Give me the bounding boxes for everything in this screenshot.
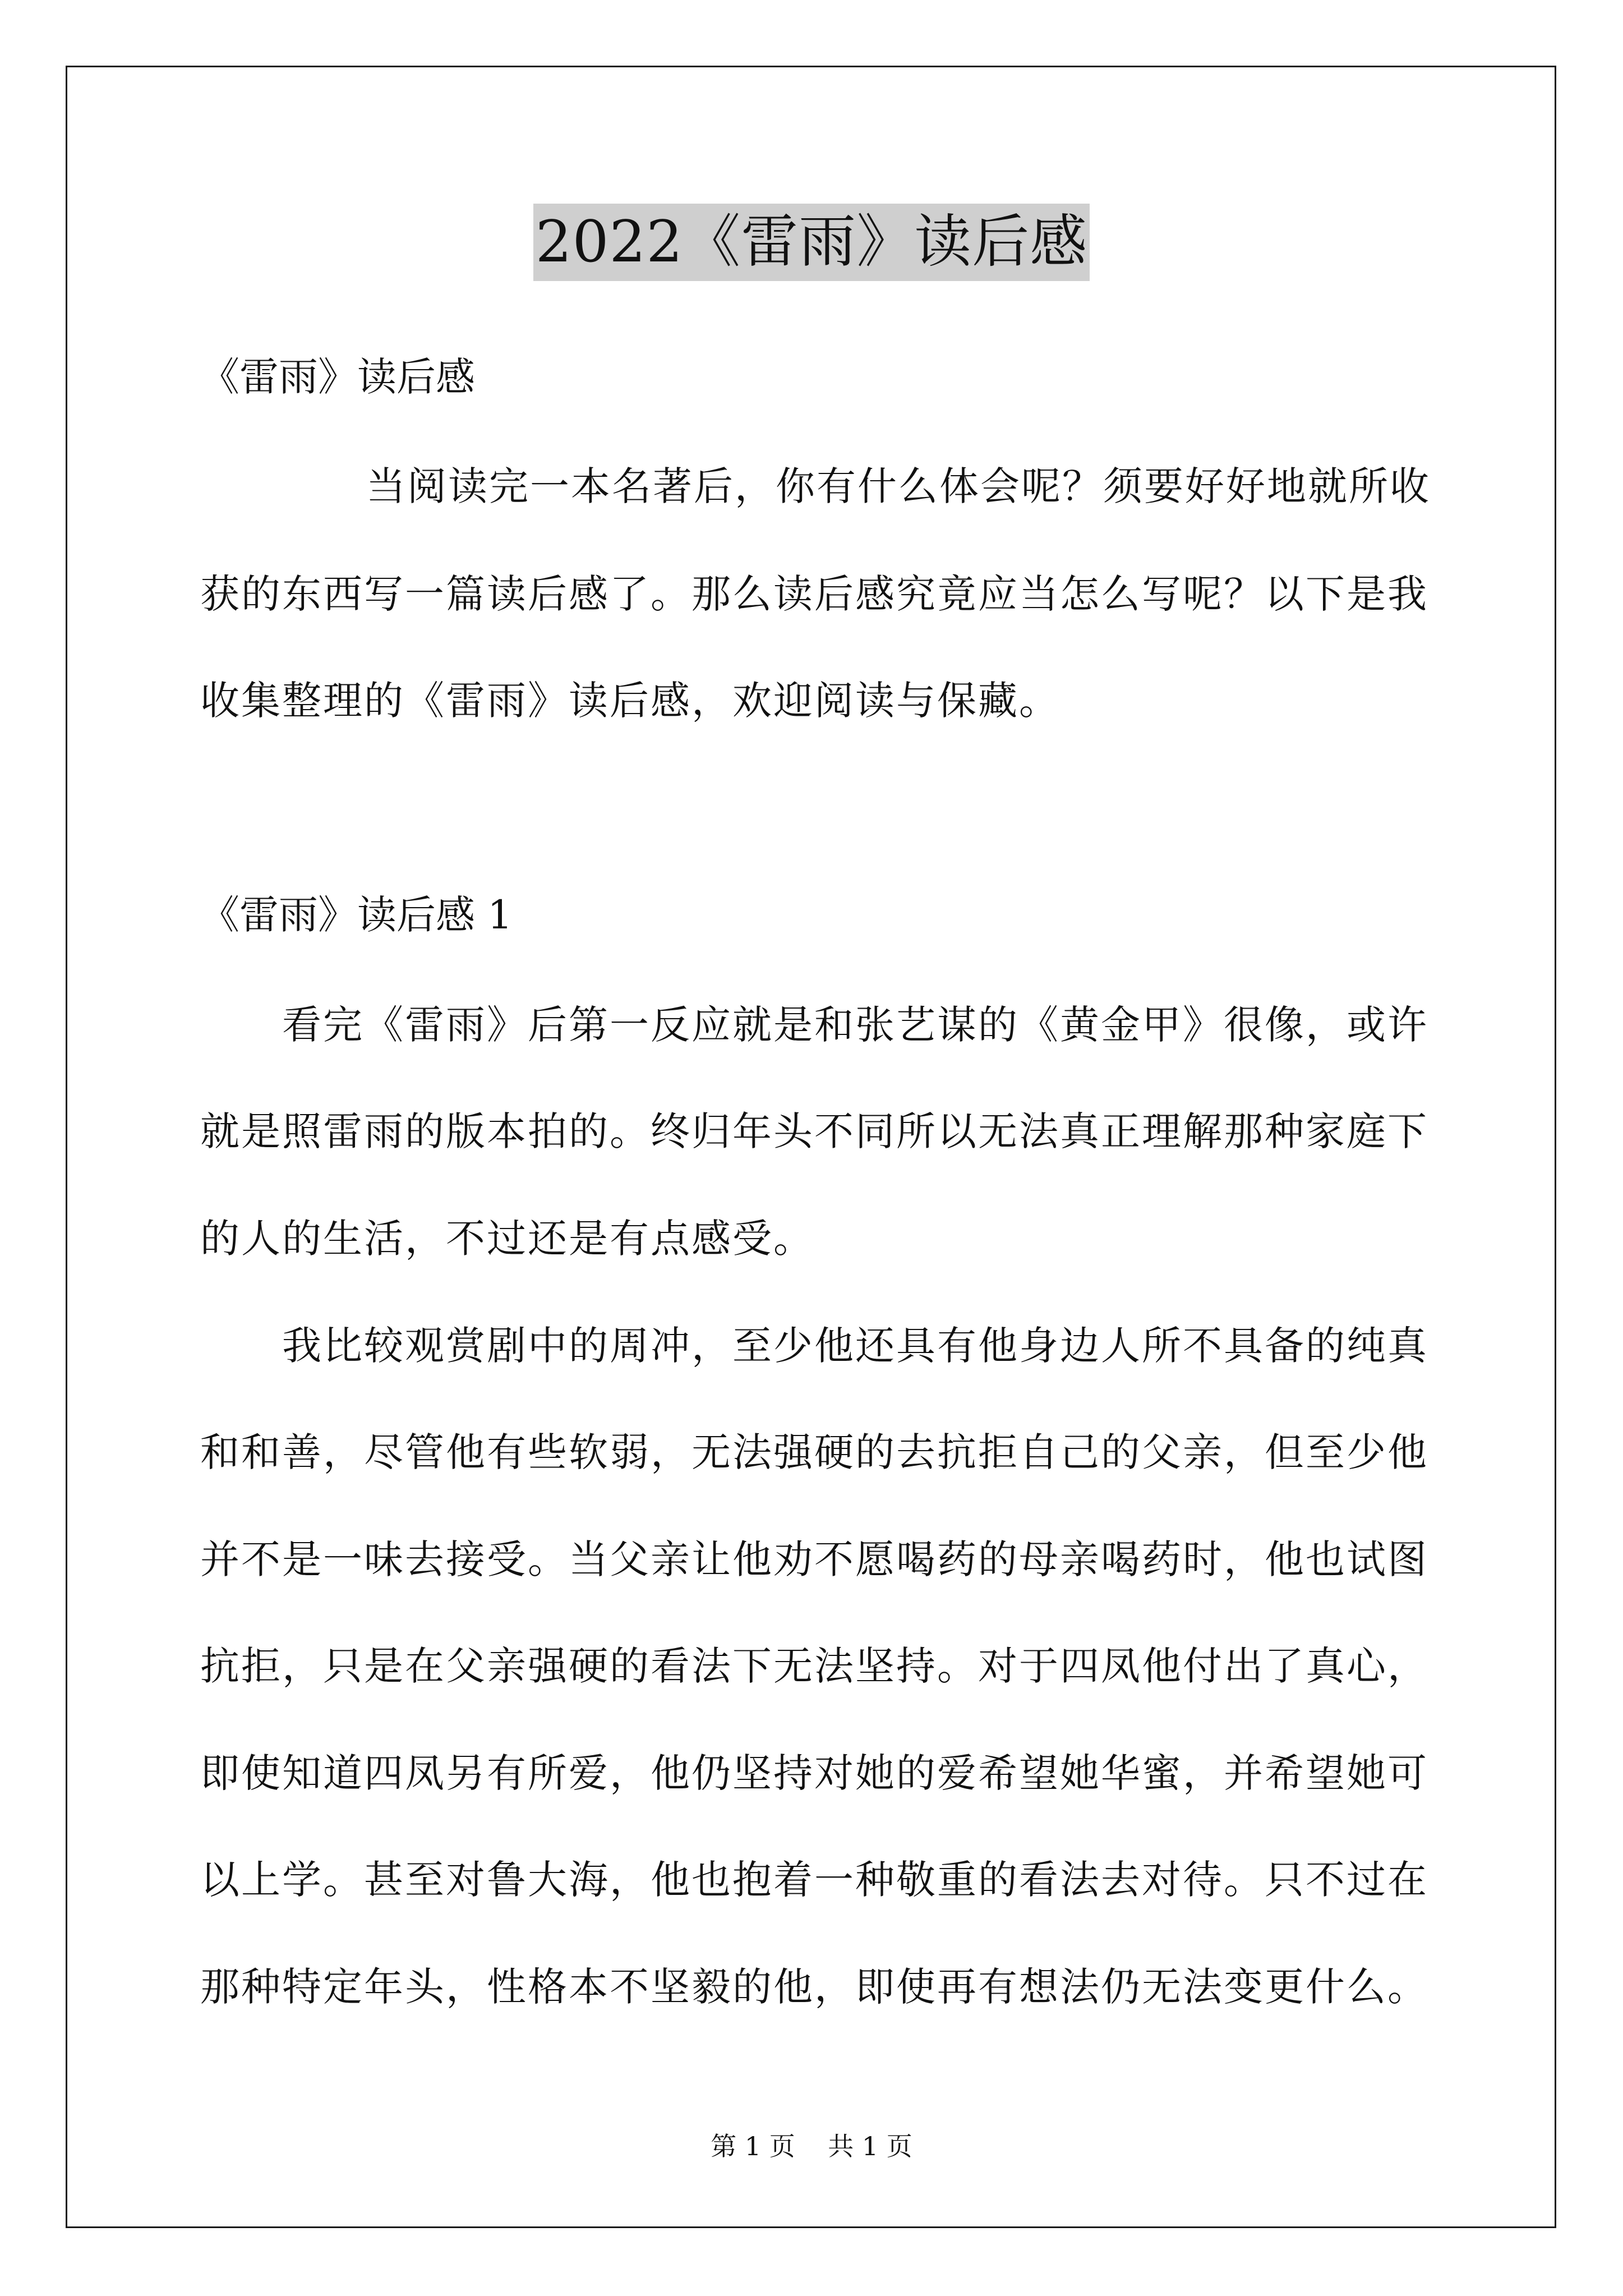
title-container bbox=[0, 204, 1623, 281]
body-paragraph-line: 和和善，尽管他有些软弱，无法强硬的去抗拒自己的父亲，但至少他 bbox=[200, 1429, 1428, 1475]
section-heading-1: 《雷雨》读后感 1 bbox=[200, 892, 513, 938]
body-paragraph-line: 即使知道四凤另有所爱，他仍坚持对她的爱希望她华蜜，并希望她可 bbox=[200, 1750, 1428, 1796]
body-paragraph-line: 我比较观赏剧中的周冲，至少他还具有他身边人所不具备的纯真 bbox=[282, 1323, 1428, 1369]
page-footer: 第 1 页 共 1 页 bbox=[711, 2131, 912, 2161]
document-title: 2022《雷雨》读后感 bbox=[533, 204, 1090, 281]
body-paragraph-line: 的人的生活，不过还是有点感受。 bbox=[200, 1216, 814, 1262]
section-heading-intro: 《雷雨》读后感 bbox=[200, 354, 475, 400]
body-paragraph-line: 抗拒，只是在父亲强硬的看法下无法坚持。对于四凤他付出了真心， bbox=[200, 1643, 1428, 1689]
body-paragraph-line: 并不是一味去接受。当父亲让他劝不愿喝药的母亲喝药时，他也试图 bbox=[200, 1536, 1428, 1582]
intro-paragraph-line: 当阅读完一本名著后，你有什么体会呢？须要好好地就所收 bbox=[366, 463, 1431, 509]
intro-paragraph-line: 获的东西写一篇读后感了。那么读后感究竟应当怎么写呢？以下是我 bbox=[200, 571, 1428, 617]
body-paragraph-line: 看完《雷雨》后第一反应就是和张艺谋的《黄金甲》很像，或许 bbox=[282, 1002, 1428, 1048]
body-paragraph-line: 就是照雷雨的版本拍的。终归年头不同所以无法真正理解那种家庭下 bbox=[200, 1108, 1428, 1154]
intro-paragraph-line: 收集整理的《雷雨》读后感，欢迎阅读与保藏。 bbox=[200, 678, 1060, 724]
body-paragraph-line: 那种特定年头，性格本不坚毅的他，即使再有想法仍无法变更什么。 bbox=[200, 1964, 1428, 2010]
body-paragraph-line: 以上学。甚至对鲁大海，他也抱着一种敬重的看法去对待。只不过在 bbox=[200, 1857, 1428, 1903]
